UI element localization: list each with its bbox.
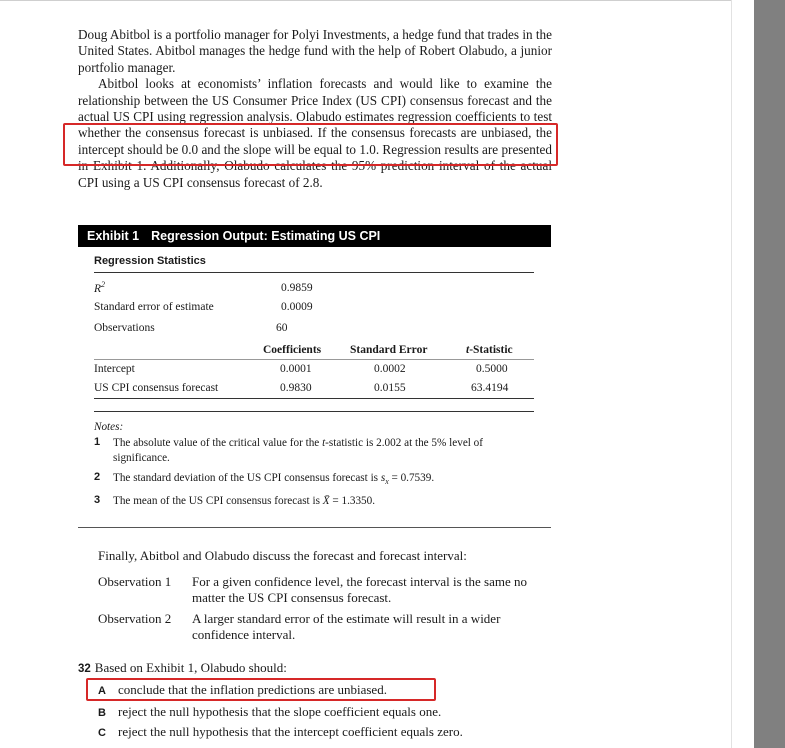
highlight-box-intro (63, 123, 558, 166)
option-letter: A (98, 685, 106, 697)
table-row-label: US CPI consensus forecast (94, 382, 219, 394)
r2-value: 0.9859 (281, 282, 313, 294)
divider (94, 398, 534, 399)
intro-paragraph-1: Doug Abitbol is a portfolio manager for Polyi Investments, a hedge fund that trades in the United States. Abitbol manages the hedge fund with the help of Robert Olabudo, a junior portfolio manager. (78, 27, 552, 75)
scrollbar-track[interactable] (754, 0, 785, 748)
r2-label: $R^2$ (94, 280, 106, 295)
table-cell-t: 0.5000 (476, 363, 508, 375)
observation-text: A larger standard error of the estimate will result in a wider confidence interval. (192, 611, 501, 642)
answer-option-c[interactable] (98, 724, 463, 740)
option-text: reject the null hypothesis that the slope coefficient equals one. (118, 704, 442, 719)
observations-label: Observations (94, 322, 155, 334)
option-text: conclude that the inflation predictions are unbiased. (118, 682, 387, 697)
option-letter: B (98, 707, 106, 719)
divider (94, 272, 534, 273)
question-number: 32 (78, 663, 91, 675)
exhibit-label: Exhibit 1 (87, 229, 140, 243)
table-row-label: Intercept (94, 363, 135, 375)
header-t-statistic: t-Statistic (466, 344, 513, 356)
highlight-box-answer (86, 678, 436, 701)
header-standard-error: Standard Error (350, 344, 428, 356)
divider (94, 411, 534, 412)
question-text: Based on Exhibit 1, Olabudo should: (94, 660, 287, 675)
intro-paragraph-2: Abitbol looks at economists’ inflation forecasts and would like to examine the relationship between the US Consumer Price Index (US CPI) consensus forecast and the actual US CPI using regression analysis. Olabudo estimates regression coefficients to test whether the consensus forecast is unbiased. If the consensus forecasts are unbiased, the intercept should be 0.0 and the slope will be equal to 1.0. Regression results are presented in Exhibit 1. Additionally, Olabudo calculates the 95% prediction interval of the actual CPI using a US CPI consensus forecast of 2.8. (78, 76, 552, 190)
question (78, 660, 287, 676)
top-border (0, 0, 785, 1)
observations-intro: Finally, Abitbol and Olabudo discuss the forecast and forecast interval: (98, 548, 467, 563)
table-cell-coef: 0.0001 (280, 363, 312, 375)
exhibit-title: Regression Output: Estimating US CPI (151, 229, 381, 243)
option-letter: C (98, 727, 106, 739)
answer-option-b[interactable] (98, 704, 441, 720)
exhibit-header (78, 225, 551, 247)
table-cell-se: 0.0002 (374, 363, 406, 375)
se-estimate-label: Standard error of estimate (94, 301, 214, 313)
option-text: reject the null hypothesis that the intercept coefficient equals zero. (118, 724, 463, 739)
observation-label: Observation 1 (98, 574, 172, 589)
regression-statistics-title: Regression Statistics (94, 255, 206, 267)
intro-section (78, 27, 552, 191)
table-cell-se: 0.0155 (374, 382, 406, 394)
divider (78, 527, 551, 528)
table-cell-coef: 0.9830 (280, 382, 312, 394)
divider (94, 359, 534, 360)
table-cell-t: 63.4194 (471, 382, 509, 394)
observations-value: 60 (276, 322, 288, 334)
header-coefficients: Coefficients (263, 344, 322, 356)
se-estimate-value: 0.0009 (281, 301, 313, 313)
exhibit-notes: Notes: 1 The absolute value of the critical value for the t-statistic is 2.002 at the 5% level of significance. 2 The standard deviation of the US CPI consensus forecast is $s_x = 0.7539$. 3 The mean of the US CPI consensus forecast is X̄ = 1.3350. (94, 421, 534, 433)
notes-title: Notes: (94, 421, 124, 433)
page-margin (731, 0, 755, 748)
observation-label: Observation 2 (98, 611, 172, 626)
observation-text: For a given confidence level, the forecast interval is the same no matter the US CPI consensus forecast. (192, 574, 527, 605)
